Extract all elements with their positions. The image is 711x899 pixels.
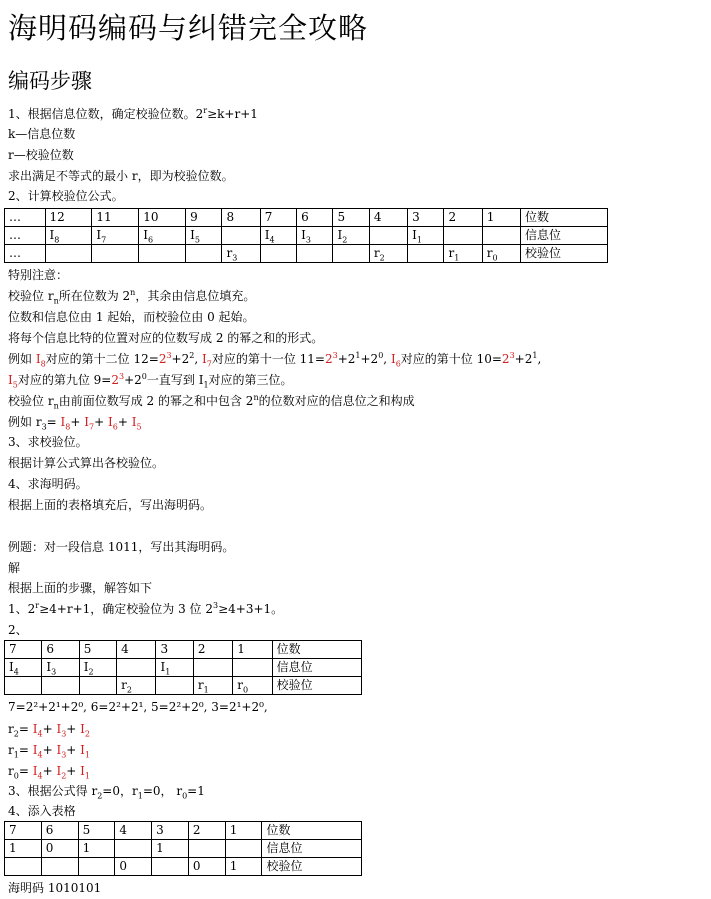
cell-symbol: I bbox=[264, 228, 270, 242]
cell-symbol: r bbox=[373, 246, 380, 260]
table-cell bbox=[260, 245, 296, 263]
text: + bbox=[70, 415, 85, 429]
text: r bbox=[8, 764, 14, 778]
sup: 0 bbox=[378, 351, 384, 360]
sub: 4 bbox=[37, 750, 43, 760]
sub: 6 bbox=[112, 422, 118, 432]
table-cell bbox=[297, 227, 333, 245]
sub: 3 bbox=[41, 422, 47, 432]
sub: 2 bbox=[13, 729, 19, 739]
cell-symbol: r bbox=[237, 678, 243, 692]
parity-position-table bbox=[4, 208, 608, 263]
cell-symbol: r bbox=[448, 246, 455, 260]
text: 例如 r bbox=[8, 415, 42, 429]
cell-symbol: I bbox=[96, 228, 102, 242]
sub: 4 bbox=[37, 729, 43, 739]
step-4-line: 4、求海明码。 bbox=[8, 477, 88, 491]
sub: 1 bbox=[137, 791, 143, 801]
cell-symbol: I bbox=[190, 228, 195, 242]
table-cell: 6 bbox=[297, 209, 333, 227]
table-cell bbox=[186, 227, 222, 245]
step-1-line bbox=[8, 104, 258, 124]
text: +2 bbox=[360, 352, 379, 366]
text: I bbox=[80, 764, 85, 778]
text: , bbox=[194, 352, 202, 366]
table-cell bbox=[408, 227, 444, 245]
table-cell: 1 bbox=[225, 822, 262, 840]
table-cell bbox=[444, 227, 482, 245]
table-cell: 信息位 bbox=[521, 227, 608, 245]
table-cell bbox=[193, 659, 232, 677]
text: 所在位数为 2 bbox=[58, 289, 131, 303]
text: 1、2 bbox=[8, 602, 36, 616]
table-cell: 7 bbox=[5, 822, 42, 840]
table-cell bbox=[41, 858, 78, 876]
table-cell bbox=[79, 659, 116, 677]
cell-index: 1 bbox=[416, 235, 422, 245]
table-cell: 1 bbox=[233, 641, 272, 659]
r0-formula bbox=[8, 761, 90, 781]
sub: 1 bbox=[203, 380, 209, 390]
text: 对应的第十一位 11= bbox=[211, 352, 325, 366]
cell-index: 5 bbox=[194, 235, 200, 245]
table-cell: 2 bbox=[444, 209, 482, 227]
section-heading: 编码步骤 bbox=[8, 69, 92, 93]
filled-result-table bbox=[4, 821, 362, 876]
table-cell: 7 bbox=[5, 641, 42, 659]
text: I bbox=[56, 764, 62, 778]
text: I bbox=[80, 722, 85, 736]
text: I bbox=[32, 722, 38, 736]
table-cell: … bbox=[5, 245, 46, 263]
table-cell: 3 bbox=[152, 822, 189, 840]
table-cell bbox=[408, 245, 444, 263]
cell-symbol: r bbox=[197, 678, 204, 692]
table-cell bbox=[78, 858, 115, 876]
text: =0， r bbox=[142, 784, 183, 798]
text: ≥4+3+1。 bbox=[218, 602, 284, 616]
cell-symbol: I bbox=[9, 660, 14, 674]
text: 2 bbox=[111, 373, 119, 387]
table-row-positions bbox=[5, 641, 362, 659]
table-cell bbox=[233, 677, 272, 695]
sup: 3 bbox=[509, 351, 515, 360]
table-cell bbox=[117, 677, 156, 695]
sub: 0 bbox=[13, 771, 19, 781]
note-line-3: 将每个信息比特的位置对应的位数写成 2 的幂之和的形式。 bbox=[8, 331, 324, 345]
cell-index: 0 bbox=[242, 685, 249, 695]
check-rule-line bbox=[8, 391, 415, 411]
table-cell: 4 bbox=[115, 822, 152, 840]
table-cell: 1 bbox=[482, 209, 520, 227]
table-cell: 3 bbox=[408, 209, 444, 227]
cell-index: 1 bbox=[454, 253, 460, 263]
table-cell bbox=[42, 659, 79, 677]
sup: 2 bbox=[189, 351, 195, 360]
table-cell bbox=[297, 245, 333, 263]
note-line-1 bbox=[8, 286, 255, 306]
text: + bbox=[66, 743, 81, 757]
sub: 4 bbox=[37, 771, 43, 781]
sup: n bbox=[130, 288, 136, 297]
cell-symbol: I bbox=[46, 660, 52, 674]
table-cell bbox=[333, 245, 369, 263]
text: =1 bbox=[187, 784, 205, 798]
text: 求出满足不等式的最小 bbox=[8, 169, 132, 183]
table-cell bbox=[5, 677, 42, 695]
text: +2 bbox=[171, 352, 190, 366]
text: 由前面位数写成 2 的幂之和中包含 2 bbox=[58, 394, 254, 408]
table-cell bbox=[260, 227, 296, 245]
table-cell bbox=[333, 227, 369, 245]
text: + bbox=[66, 764, 81, 778]
power-decomposition: 7=2²+2¹+2⁰, 6=2²+2¹, 5=2²+2⁰, 3=2¹+2⁰, bbox=[8, 700, 268, 714]
text: = bbox=[46, 415, 61, 429]
text: , bbox=[537, 352, 542, 366]
solution-step-1 bbox=[8, 599, 283, 619]
text: = bbox=[18, 722, 33, 736]
table-cell: … bbox=[5, 227, 46, 245]
text: I bbox=[107, 415, 113, 429]
table-cell bbox=[188, 840, 225, 858]
sub: 1 bbox=[84, 750, 90, 760]
sub: 7 bbox=[89, 422, 95, 432]
text: = bbox=[18, 743, 33, 757]
table-row-info bbox=[5, 659, 362, 677]
table-cell bbox=[5, 659, 42, 677]
table-cell: 校验位 bbox=[272, 677, 361, 695]
text: = bbox=[18, 764, 33, 778]
sub: 2 bbox=[84, 729, 90, 739]
text: 一直写到 I bbox=[146, 373, 204, 387]
text: I bbox=[80, 743, 85, 757]
k-definition: k—信息位数 bbox=[8, 127, 76, 141]
table-cell bbox=[233, 659, 272, 677]
text: 对应的第十二位 12= bbox=[45, 352, 159, 366]
text: =0，r bbox=[102, 784, 138, 798]
sub: 6 bbox=[395, 359, 401, 369]
text: 对应的第九位 9= bbox=[17, 373, 112, 387]
table-cell bbox=[42, 677, 79, 695]
solution-label: 解 bbox=[8, 561, 21, 575]
table-cell bbox=[444, 245, 482, 263]
text: +2 bbox=[337, 352, 356, 366]
table-cell bbox=[45, 245, 92, 263]
table-cell: 1 bbox=[5, 840, 42, 858]
cell-index: 0 bbox=[492, 253, 498, 263]
table-cell bbox=[152, 858, 189, 876]
cell-index: 4 bbox=[269, 235, 275, 245]
text: 例如 bbox=[8, 352, 36, 366]
table-cell bbox=[45, 227, 92, 245]
cell-index: 3 bbox=[51, 667, 57, 677]
sub: 7 bbox=[206, 359, 212, 369]
text: I bbox=[35, 352, 41, 366]
table-cell bbox=[117, 659, 156, 677]
text: + bbox=[42, 722, 57, 736]
table-cell: 6 bbox=[41, 822, 78, 840]
table-cell: 0 bbox=[41, 840, 78, 858]
table-cell bbox=[92, 227, 139, 245]
table-cell: 11 bbox=[92, 209, 139, 227]
sup: 3 bbox=[332, 351, 338, 360]
sub: 5 bbox=[136, 422, 142, 432]
text: 2 bbox=[501, 352, 510, 366]
sub: 5 bbox=[12, 380, 18, 390]
cell-index: 6 bbox=[147, 235, 154, 245]
table-cell bbox=[139, 227, 186, 245]
text: I bbox=[84, 415, 89, 429]
table-row-check bbox=[5, 858, 362, 876]
sup: 1 bbox=[532, 351, 538, 360]
sub: 2 bbox=[97, 791, 103, 801]
table-cell: 1 bbox=[78, 840, 115, 858]
text: 3、根据公式得 r bbox=[8, 784, 98, 798]
cell-index: 8 bbox=[54, 235, 60, 245]
sub: 2 bbox=[61, 771, 67, 781]
step-4-desc: 根据上面的表格填充后，写出海明码。 bbox=[8, 498, 213, 512]
cell-symbol: I bbox=[49, 228, 55, 242]
text: I bbox=[56, 743, 62, 757]
cell-symbol: I bbox=[143, 228, 148, 242]
table-cell bbox=[186, 245, 222, 263]
solution-step-3 bbox=[8, 781, 205, 801]
text: +2 bbox=[514, 352, 533, 366]
cell-index: 1 bbox=[203, 685, 209, 695]
text: , bbox=[383, 352, 391, 366]
sub: n bbox=[53, 401, 59, 411]
solution-step-2: 2、 bbox=[8, 623, 28, 637]
sub: 3 bbox=[61, 729, 67, 739]
cell-symbol: I bbox=[301, 228, 306, 242]
cell-symbol: I bbox=[412, 228, 417, 242]
table-cell: 7 bbox=[260, 209, 296, 227]
sup: 3 bbox=[213, 601, 219, 610]
text: + bbox=[117, 415, 132, 429]
table-cell: 10 bbox=[139, 209, 186, 227]
text: r bbox=[131, 169, 138, 183]
text: +2 bbox=[124, 373, 142, 387]
cell-index: 2 bbox=[379, 253, 385, 263]
text: + bbox=[42, 743, 57, 757]
r-definition: r—校验位数 bbox=[8, 148, 74, 162]
table-cell: 5 bbox=[78, 822, 115, 840]
table-row-positions bbox=[5, 822, 362, 840]
final-hamming-code: 海明码 1010101 bbox=[8, 881, 102, 895]
sub: 8 bbox=[40, 359, 46, 369]
text: + bbox=[94, 415, 108, 429]
text: ，即为校验位数。 bbox=[137, 169, 234, 183]
table-cell bbox=[115, 840, 152, 858]
text: I bbox=[8, 373, 13, 387]
note-line-2: 位数和信息位由 1 起始，而校验位由 0 起始。 bbox=[8, 310, 255, 324]
cell-index: 2 bbox=[342, 235, 348, 245]
text: I bbox=[60, 415, 66, 429]
table-row-info bbox=[5, 840, 362, 858]
example-line-1 bbox=[8, 349, 541, 369]
cell-index: 3 bbox=[305, 235, 311, 245]
table-cell: 12 bbox=[45, 209, 92, 227]
table-cell: 位数 bbox=[272, 641, 361, 659]
text: 1、根据信息位数，确定校验位数。2 bbox=[8, 107, 204, 121]
text: ，其余由信息位填充。 bbox=[135, 289, 256, 303]
sup: n bbox=[253, 393, 259, 402]
table-cell: 校验位 bbox=[262, 858, 362, 876]
text: ≥k+r+1 bbox=[207, 107, 258, 121]
table-cell bbox=[225, 840, 262, 858]
cell-symbol: r bbox=[226, 246, 233, 260]
table-cell bbox=[5, 858, 42, 876]
table-row-info bbox=[5, 227, 608, 245]
text: r bbox=[8, 722, 14, 736]
r3-example-line bbox=[8, 412, 142, 432]
table-row-check bbox=[5, 245, 608, 263]
sub: 0 bbox=[182, 791, 188, 801]
table-cell bbox=[369, 227, 407, 245]
table-cell bbox=[92, 245, 139, 263]
note-heading: 特别注意： bbox=[8, 268, 69, 282]
table-cell: 5 bbox=[333, 209, 369, 227]
table-cell: 校验位 bbox=[521, 245, 608, 263]
table-cell: 5 bbox=[79, 641, 116, 659]
step-3-line: 3、求校验位。 bbox=[8, 435, 88, 449]
sup: 3 bbox=[166, 351, 172, 360]
text: 的位数对应的信息位之和构成 bbox=[258, 394, 415, 408]
solution-intro: 根据上面的步骤，解答如下 bbox=[8, 581, 153, 595]
table-cell: 1 bbox=[225, 858, 262, 876]
step-3-desc: 根据计算公式算出各校验位。 bbox=[8, 456, 165, 470]
table-cell: 4 bbox=[369, 209, 407, 227]
table-cell bbox=[482, 245, 520, 263]
text: 对应的第十位 10= bbox=[400, 352, 502, 366]
table-cell: 6 bbox=[42, 641, 79, 659]
table-row-positions bbox=[5, 209, 608, 227]
cell-symbol: r bbox=[486, 246, 493, 260]
text: r bbox=[8, 743, 14, 757]
text: 对应的第三位。 bbox=[208, 373, 293, 387]
table-cell: 位数 bbox=[521, 209, 608, 227]
text: I bbox=[32, 764, 38, 778]
cell-symbol: I bbox=[337, 228, 343, 242]
sup: 1 bbox=[355, 351, 361, 360]
sup: r bbox=[35, 601, 40, 610]
table-cell: … bbox=[5, 209, 46, 227]
text: ≥4+r+1，确定校验位为 3 位 2 bbox=[39, 602, 213, 616]
table-cell: 0 bbox=[115, 858, 152, 876]
sup: 0 bbox=[141, 372, 147, 381]
table-cell: 3 bbox=[156, 641, 193, 659]
table-cell: 1 bbox=[152, 840, 189, 858]
cell-index: 4 bbox=[13, 667, 19, 677]
table-cell: 8 bbox=[222, 209, 260, 227]
text: 校验位 r bbox=[8, 394, 54, 408]
text: 2 bbox=[324, 352, 333, 366]
sup: r bbox=[203, 106, 208, 115]
text: I bbox=[131, 415, 137, 429]
text: + bbox=[66, 722, 81, 736]
table-cell: 2 bbox=[188, 822, 225, 840]
sup: 3 bbox=[119, 372, 125, 381]
text: I bbox=[32, 743, 38, 757]
table-cell bbox=[222, 227, 260, 245]
table-cell: 信息位 bbox=[272, 659, 361, 677]
text: 2 bbox=[158, 352, 167, 366]
text: I bbox=[390, 352, 396, 366]
cell-index: 3 bbox=[232, 253, 238, 263]
text: + bbox=[42, 764, 57, 778]
table-cell bbox=[79, 677, 116, 695]
sub: 3 bbox=[61, 750, 67, 760]
cell-index: 2 bbox=[126, 685, 132, 695]
table-cell bbox=[222, 245, 260, 263]
document-title: 海明码编码与纠错完全攻略 bbox=[8, 11, 369, 45]
step-2-line: 2、计算校验位公式。 bbox=[8, 189, 124, 203]
table-cell: 信息位 bbox=[262, 840, 362, 858]
cell-index: 1 bbox=[165, 667, 171, 677]
table-cell: 2 bbox=[193, 641, 232, 659]
example-question: 例题：对一段信息 1011，写出其海明码。 bbox=[8, 540, 235, 554]
min-r-line bbox=[8, 166, 234, 186]
text: I bbox=[56, 722, 62, 736]
table-cell bbox=[369, 245, 407, 263]
sub: n bbox=[53, 296, 59, 306]
cell-index: 7 bbox=[101, 235, 107, 245]
table-cell bbox=[156, 659, 193, 677]
r1-formula bbox=[8, 740, 90, 760]
solution-step-4: 4、添入表格 bbox=[8, 804, 76, 818]
sub: 1 bbox=[84, 771, 90, 781]
text: I bbox=[201, 352, 207, 366]
example-position-table bbox=[4, 640, 362, 695]
text: 校验位 r bbox=[8, 289, 54, 303]
table-cell: 4 bbox=[117, 641, 156, 659]
r2-formula bbox=[8, 719, 90, 739]
sub: 1 bbox=[13, 750, 19, 760]
cell-symbol: I bbox=[160, 660, 166, 674]
table-cell: 9 bbox=[186, 209, 222, 227]
table-cell bbox=[156, 677, 193, 695]
table-cell bbox=[139, 245, 186, 263]
cell-symbol: r bbox=[121, 678, 127, 692]
example-line-2 bbox=[8, 370, 293, 390]
table-row-check bbox=[5, 677, 362, 695]
table-cell bbox=[482, 227, 520, 245]
sub: 8 bbox=[65, 422, 71, 432]
table-cell bbox=[193, 677, 232, 695]
table-cell: 0 bbox=[188, 858, 225, 876]
cell-symbol: I bbox=[83, 660, 89, 674]
cell-index: 2 bbox=[88, 667, 94, 677]
table-cell: 位数 bbox=[262, 822, 362, 840]
